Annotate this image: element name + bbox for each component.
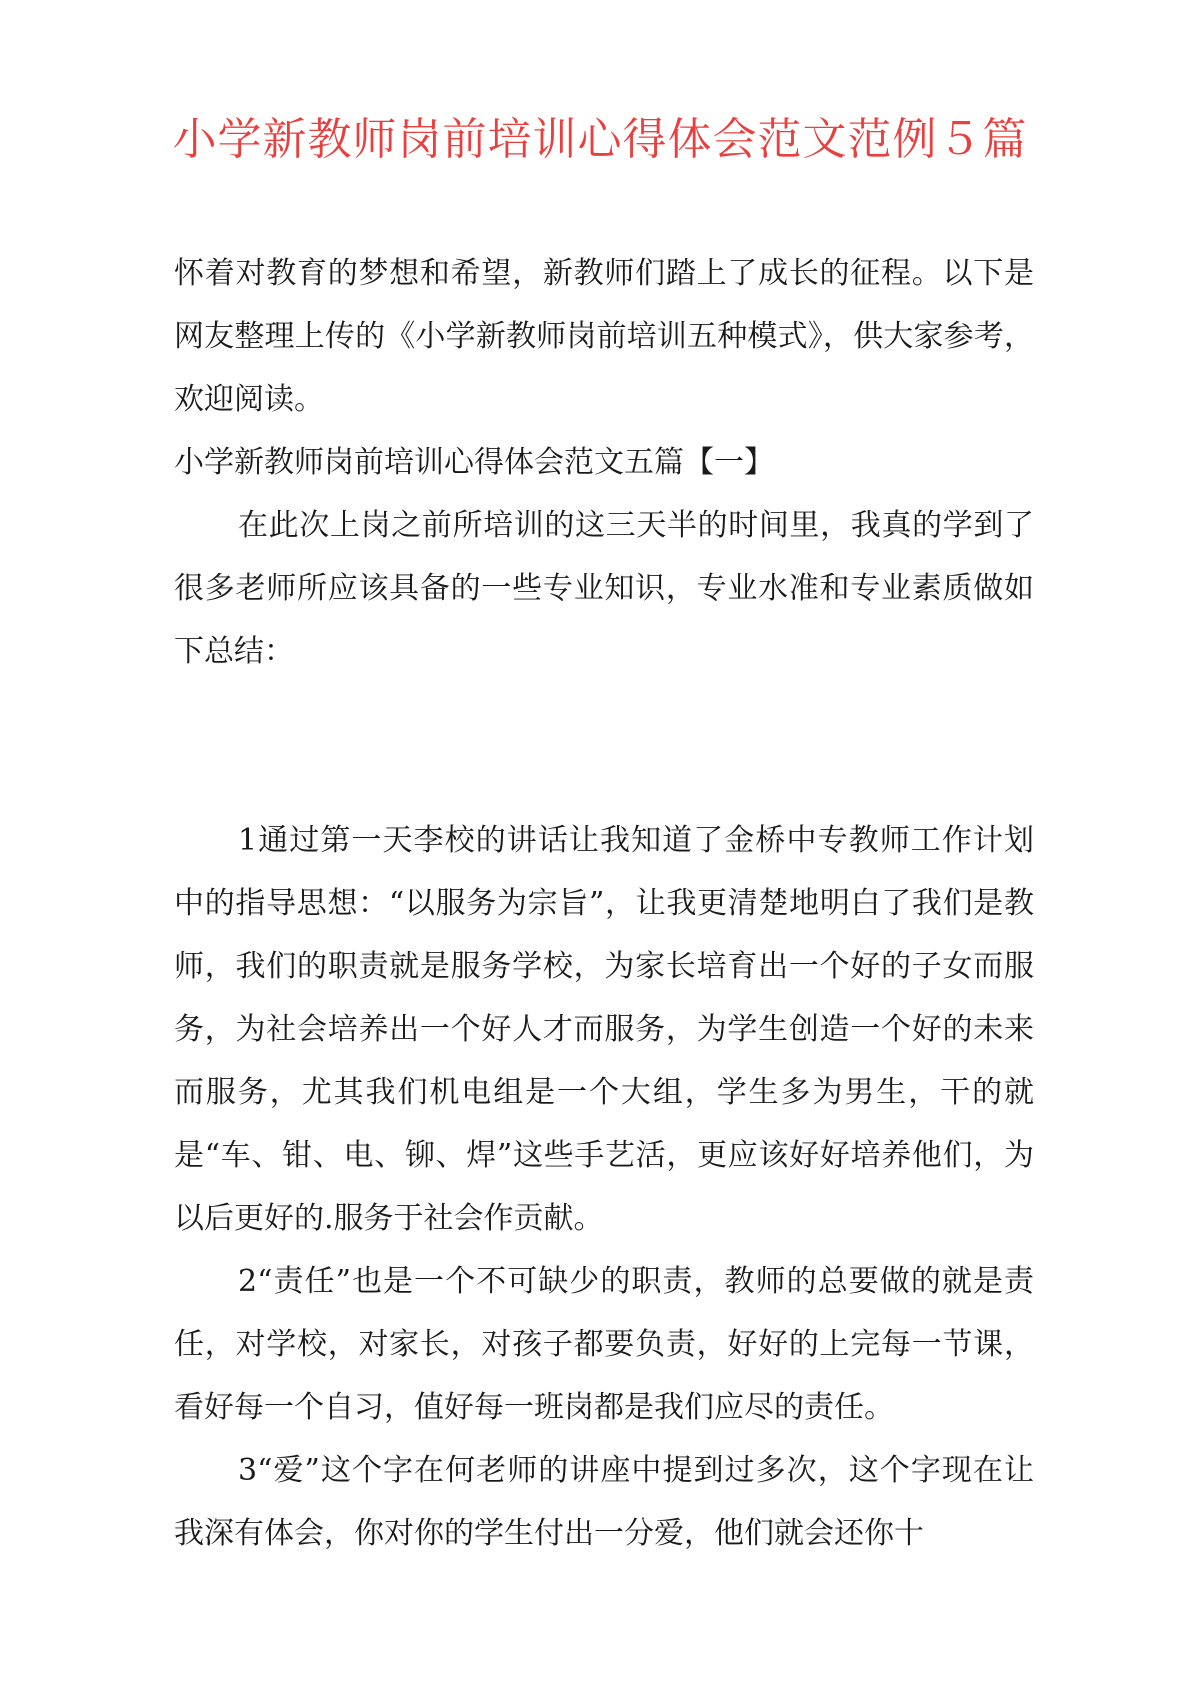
document-title: 小学新教师岗前培训心得体会范文范例５篇: [172, 114, 1028, 165]
paragraph-4: 3“爱”这个字在何老师的讲座中提到过多次，这个字现在让我深有体会，你对你的学生付出一分爱，他们就会还你十: [174, 1453, 1034, 1551]
body-section-1: [174, 242, 1034, 683]
intro-paragraph: 怀着对教育的梦想和希望，新教师们踏上了成长的征程。以下是网友整理上传的《小学新教师岗前培训五种模式》，供大家参考，欢迎阅读。: [174, 256, 1034, 417]
paragraph-1: 在此次上岗之前所培训的这三天半的时间里，我真的学到了很多老师所应该具备的一些专业知识，专业水准和专业素质做如下总结：: [174, 508, 1034, 669]
paragraph-3: 2“责任”也是一个不可缺少的职责，教师的总要做的就是责任，对学校，对家长，对孩子都要负责，好好的上完每一节课，看好每一个自习，值好每一班岗都是我们应尽的责任。: [174, 1264, 1034, 1425]
section-heading: 小学新教师岗前培训心得体会范文五篇【一】: [174, 445, 774, 480]
body-section-2: [174, 809, 1034, 1565]
paragraph-2: 1通过第一天李校的讲话让我知道了金桥中专教师工作计划中的指导思想：“以服务为宗旨”，让我更清楚地明白了我们是教师，我们的职责就是服务学校，为家长培育出一个好的子女而服务，为社会培养出一个好人才而服务，为学生创造一个好的未来而服务，尤其我们机电组是一个大组，学生多为男生，干的就是“车、钳、电、铆、焊”这些手艺活，更应该好好培养他们，为以后更好的.服务于社会作贡献。: [174, 823, 1034, 1236]
